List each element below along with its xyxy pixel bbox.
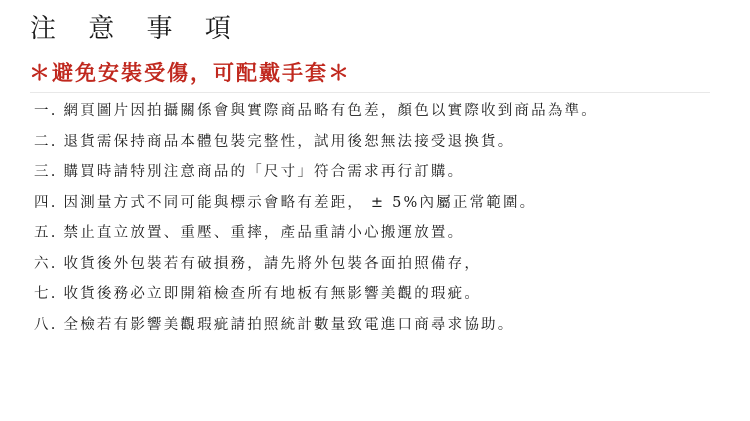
list-item xyxy=(34,188,744,219)
item-number: 四. xyxy=(34,194,58,211)
item-text: 禁止直立放置、重壓、重摔，產品重請小心搬運放置。 xyxy=(63,225,465,241)
notice-list xyxy=(34,96,744,340)
list-item xyxy=(34,249,744,280)
item-number: 一. xyxy=(34,103,58,119)
item-text: 收貨後務必立即開箱檢查所有地板有無影響美觀的瑕疵。 xyxy=(63,286,482,302)
list-item xyxy=(34,310,744,341)
item-number: 二. xyxy=(34,133,58,150)
item-number: 六. xyxy=(34,255,58,272)
list-item xyxy=(34,127,744,158)
item-text: 購買時請特別注意商品的「尺寸」符合需求再行訂購。 xyxy=(63,164,465,180)
item-number: 七. xyxy=(34,286,58,302)
item-text: 因測量方式不同可能與標示會略有差距， ± 5%內屬正常範圍。 xyxy=(63,194,537,211)
list-item xyxy=(34,157,744,188)
item-number: 三. xyxy=(34,164,58,180)
item-text: 全檢若有影響美觀瑕疵請拍照統計數量致電進口商尋求協助。 xyxy=(63,316,515,333)
item-text: 退貨需保持商品本體包裝完整性，試用後恕無法接受退換貨。 xyxy=(63,133,515,150)
item-text: 網頁圖片因拍攝關係會與實際商品略有色差，顏色以實際收到商品為準。 xyxy=(63,103,598,119)
item-text: 收貨後外包裝若有破損務，請先將外包裝各面拍照備存， xyxy=(63,255,482,272)
divider xyxy=(30,92,710,93)
list-item xyxy=(34,218,744,249)
item-number: 八. xyxy=(34,316,58,333)
list-item xyxy=(34,279,744,310)
list-item xyxy=(34,96,744,127)
notice-title: 注 意 事 項 xyxy=(30,14,243,44)
warning-text: ＊避免安裝受傷，可配戴手套＊ xyxy=(29,61,351,85)
item-number: 五. xyxy=(34,225,58,241)
